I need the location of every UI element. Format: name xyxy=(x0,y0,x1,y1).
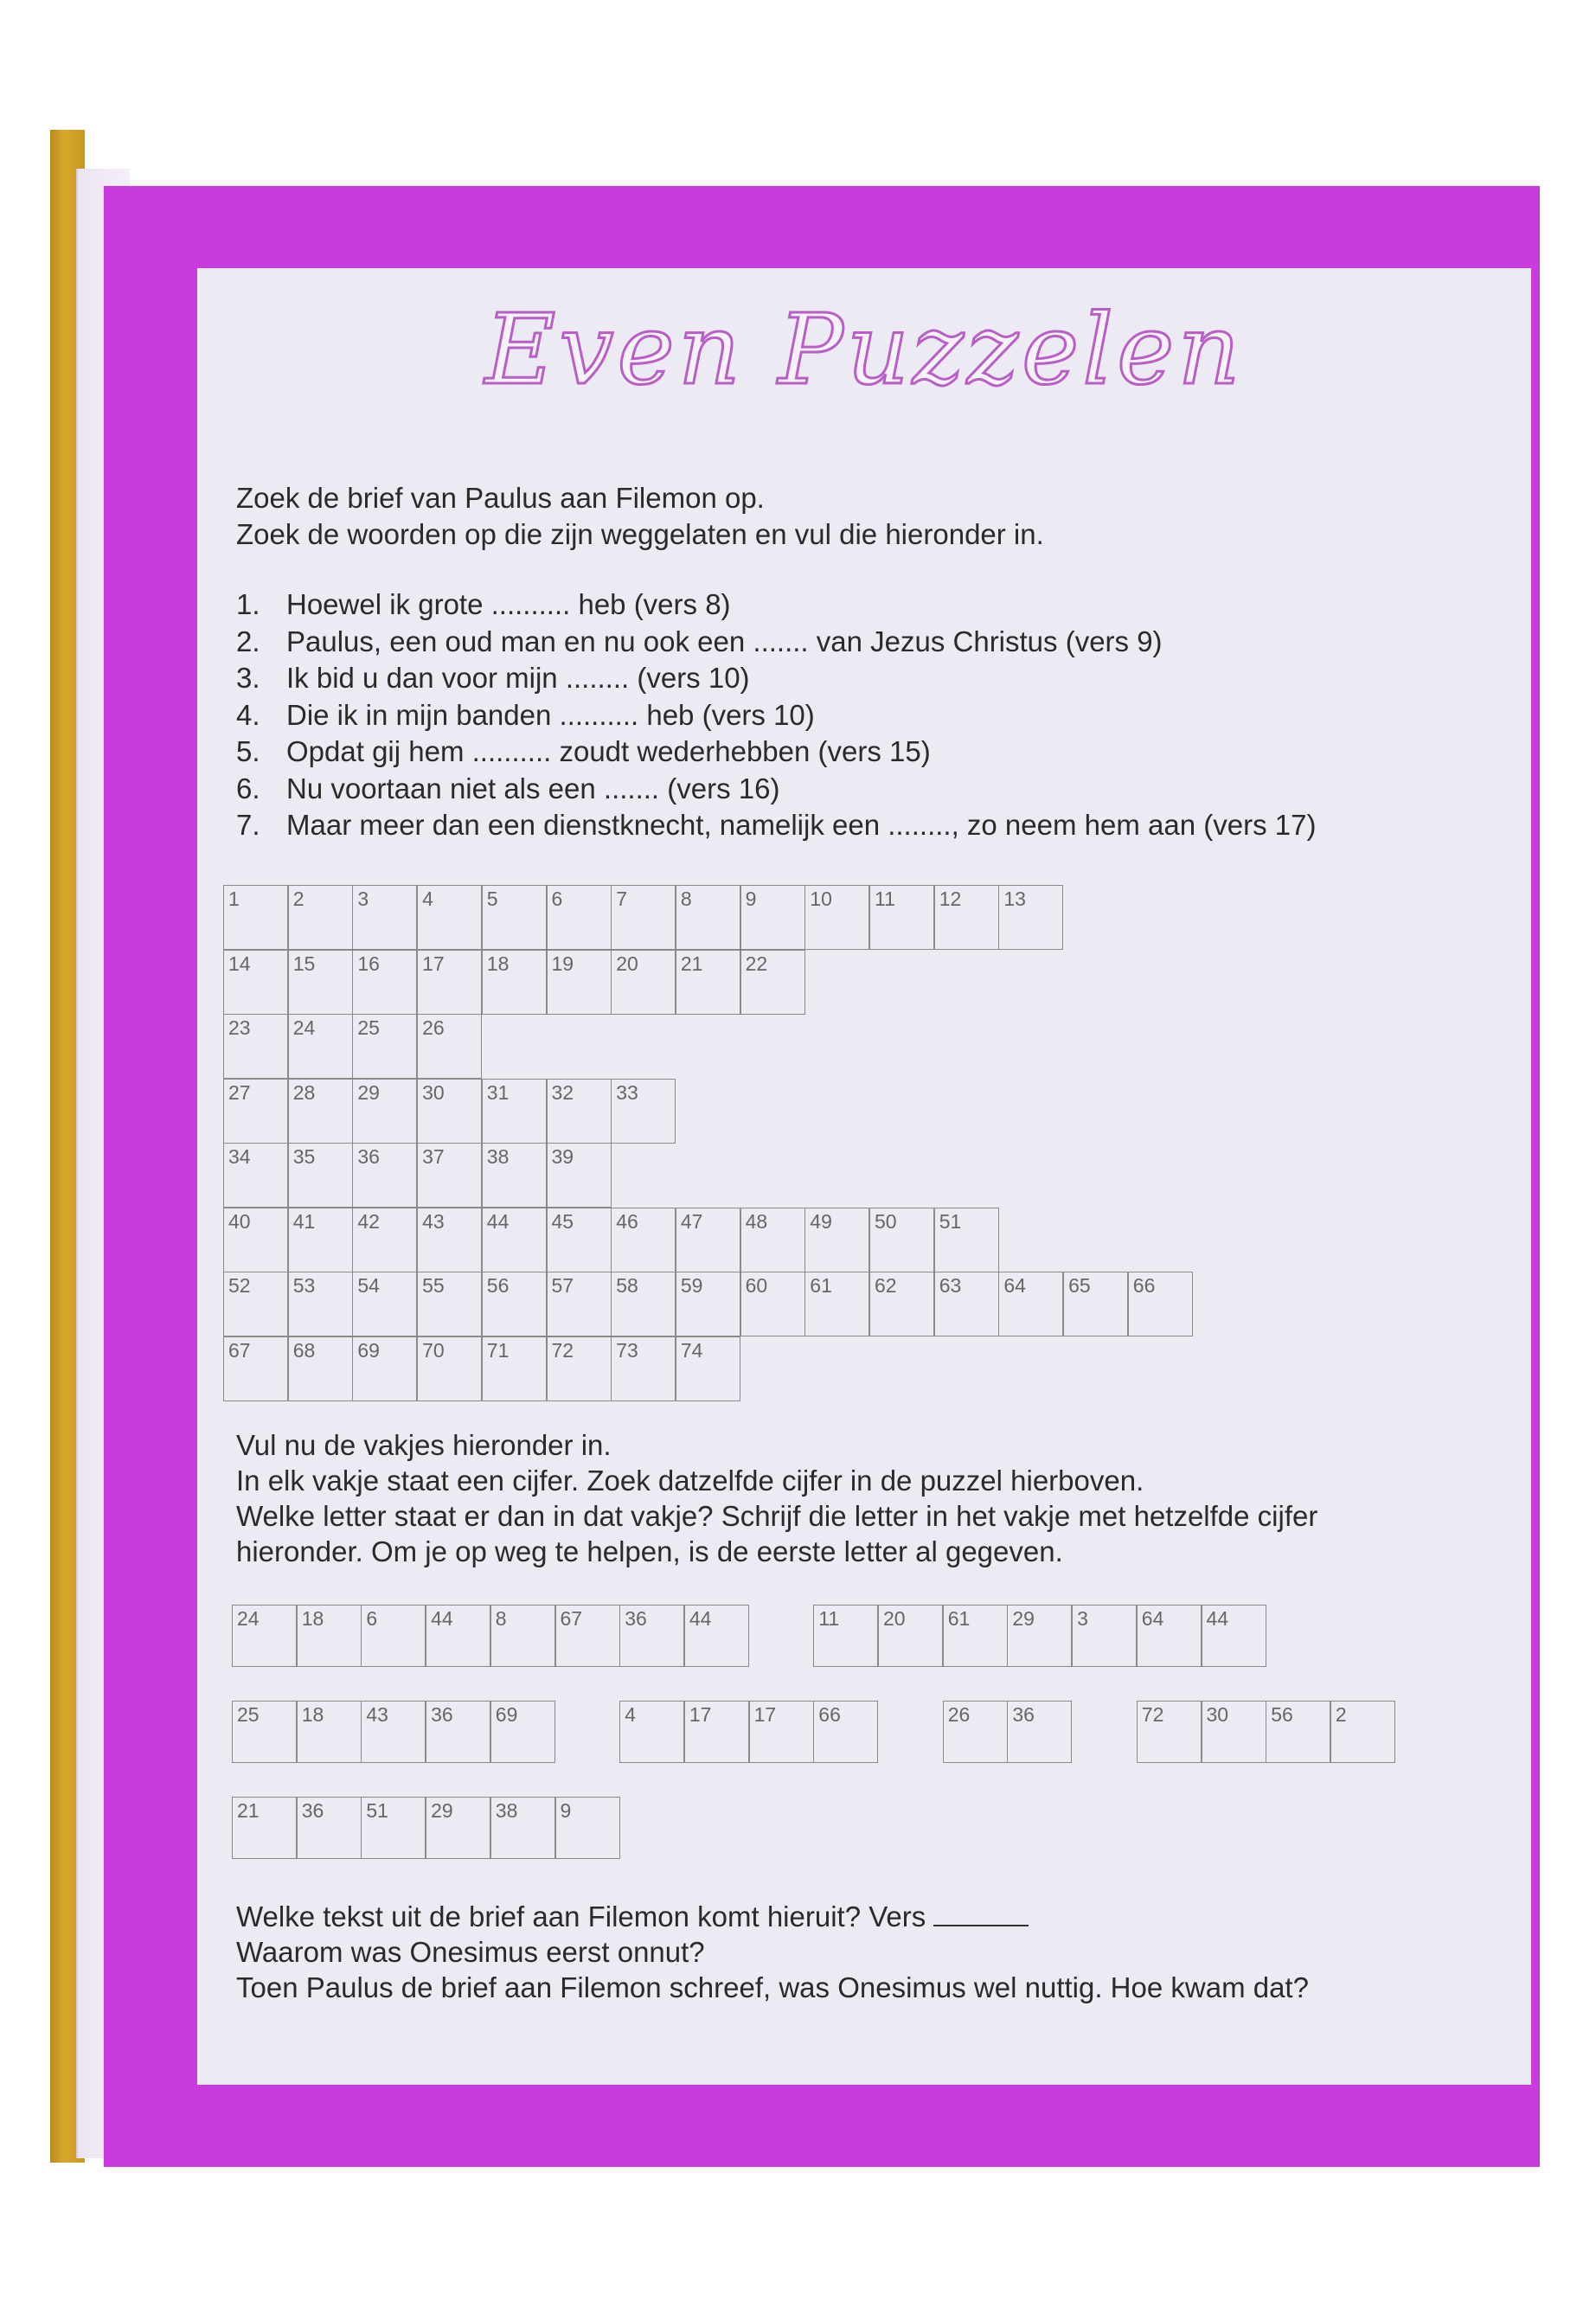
question-item xyxy=(236,586,1316,624)
answer-cell[interactable]: 18 xyxy=(297,1605,362,1667)
puzzle-cell[interactable]: 30 xyxy=(417,1079,482,1144)
answer-cell[interactable]: 8 xyxy=(490,1605,555,1667)
puzzle-cell[interactable]: 29 xyxy=(352,1079,417,1144)
question-text: Die ik in mijn banden .......... heb (vers 10) xyxy=(286,698,815,731)
puzzle-cell[interactable]: 27 xyxy=(223,1079,288,1144)
puzzle-cell[interactable]: 8 xyxy=(676,885,740,950)
puzzle-cell[interactable]: 73 xyxy=(611,1336,676,1401)
closing-line: Waarom was Onesimus eerst onnut? xyxy=(236,1936,705,1968)
puzzle-cell[interactable]: 61 xyxy=(804,1272,869,1336)
question-text: Maar meer dan een dienstknecht, namelijk een ........, zo neem hem aan (vers 17) xyxy=(286,809,1317,841)
puzzle-cell[interactable]: 67 xyxy=(223,1336,288,1401)
answer-cell[interactable]: 36 xyxy=(426,1701,490,1763)
puzzle-cell[interactable]: 45 xyxy=(547,1208,612,1272)
puzzle-cell[interactable]: 15 xyxy=(288,950,353,1015)
question-item xyxy=(236,624,1316,661)
puzzle-cell[interactable]: 16 xyxy=(352,950,417,1015)
puzzle-cell[interactable]: 2 xyxy=(288,885,353,950)
answer-cell[interactable]: 21 xyxy=(232,1797,297,1859)
question-item xyxy=(236,660,1316,697)
answer-cell[interactable]: 29 xyxy=(426,1797,490,1859)
puzzle-cell[interactable]: 49 xyxy=(804,1208,869,1272)
closing-line xyxy=(236,1899,1309,1934)
crossword-grid xyxy=(223,885,1192,1404)
answer-cell[interactable]: 30 xyxy=(1202,1701,1266,1763)
puzzle-cell[interactable]: 43 xyxy=(417,1208,482,1272)
answer-cell[interactable]: 3 xyxy=(1072,1605,1137,1667)
question-text: Opdat gij hem .......... zoudt wederhebben (vers 15) xyxy=(286,735,931,767)
answer-cell[interactable]: 44 xyxy=(1202,1605,1266,1667)
puzzle-cell[interactable]: 56 xyxy=(482,1272,547,1336)
answer-cell[interactable]: 36 xyxy=(619,1605,684,1667)
question-number: 7. xyxy=(236,809,260,841)
answer-cell[interactable]: 29 xyxy=(1007,1605,1072,1667)
puzzle-cell[interactable]: 13 xyxy=(998,885,1063,950)
puzzle-cell[interactable]: 36 xyxy=(352,1143,417,1208)
puzzle-cell[interactable]: 14 xyxy=(223,950,288,1015)
puzzle-cell[interactable]: 33 xyxy=(611,1079,676,1144)
answer-cell[interactable]: 4 xyxy=(619,1701,684,1763)
puzzle-cell[interactable]: 41 xyxy=(288,1208,353,1272)
question-text: Nu voortaan niet als een ....... (vers 16) xyxy=(286,772,780,804)
puzzle-cell[interactable]: 40 xyxy=(223,1208,288,1272)
puzzle-cell[interactable]: 1 xyxy=(223,885,288,950)
puzzle-cell[interactable]: 19 xyxy=(547,950,612,1015)
puzzle-cell[interactable]: 7 xyxy=(611,885,676,950)
closing-line: Toen Paulus de brief aan Filemon schreef, was Onesimus wel nuttig. Hoe kwam dat? xyxy=(236,1971,1309,2003)
puzzle-cell[interactable]: 58 xyxy=(611,1272,676,1336)
answer-cell[interactable]: 43 xyxy=(361,1701,426,1763)
question-item xyxy=(236,734,1316,771)
answer-cell[interactable]: 72 xyxy=(1137,1701,1202,1763)
answer-cell[interactable]: 9 xyxy=(555,1797,620,1859)
question-number: 5. xyxy=(236,735,260,767)
worksheet-title: Even Puzzelen xyxy=(484,294,1244,407)
answer-cell[interactable]: 20 xyxy=(878,1605,943,1667)
puzzle-cell[interactable]: 65 xyxy=(1063,1272,1128,1336)
answer-cell[interactable]: 61 xyxy=(943,1605,1008,1667)
question-text: Ik bid u dan voor mijn ........ (vers 10) xyxy=(286,662,750,694)
puzzle-cell[interactable]: 4 xyxy=(417,885,482,950)
answer-cell[interactable]: 17 xyxy=(749,1701,814,1763)
puzzle-cell[interactable]: 55 xyxy=(417,1272,482,1336)
answer-cell[interactable]: 26 xyxy=(943,1701,1008,1763)
answer-cell[interactable]: 38 xyxy=(490,1797,555,1859)
intro-line: Zoek de brief van Paulus aan Filemon op. xyxy=(236,482,765,514)
puzzle-cell[interactable]: 53 xyxy=(288,1272,353,1336)
puzzle-cell[interactable]: 31 xyxy=(482,1079,547,1144)
puzzle-cell[interactable]: 50 xyxy=(869,1208,934,1272)
instruction-line: Welke letter staat er dan in dat vakje? Schrijf die letter in het vakje met hetzelfde cijfer xyxy=(236,1500,1318,1532)
question-item xyxy=(236,697,1316,734)
puzzle-cell[interactable]: 39 xyxy=(547,1143,612,1208)
puzzle-cell[interactable]: 66 xyxy=(1128,1272,1193,1336)
verse-blank[interactable] xyxy=(933,1900,1029,1926)
answer-cell[interactable]: 64 xyxy=(1137,1605,1202,1667)
puzzle-cell[interactable]: 9 xyxy=(740,885,805,950)
instruction-line: hieronder. Om je op weg te helpen, is de eerste letter al gegeven. xyxy=(236,1535,1063,1567)
puzzle-cell[interactable]: 44 xyxy=(482,1208,547,1272)
puzzle-cell[interactable]: 63 xyxy=(934,1272,999,1336)
intro-text xyxy=(236,480,1044,553)
puzzle-cell[interactable]: 18 xyxy=(482,950,547,1015)
puzzle-cell[interactable]: 72 xyxy=(547,1336,612,1401)
puzzle-cell[interactable]: 10 xyxy=(804,885,869,950)
puzzle-cell[interactable]: 32 xyxy=(547,1079,612,1144)
puzzle-cell[interactable]: 34 xyxy=(223,1143,288,1208)
puzzle-cell[interactable]: 59 xyxy=(676,1272,740,1336)
answer-cell[interactable]: 25 xyxy=(232,1701,297,1763)
answer-cell[interactable]: 66 xyxy=(813,1701,878,1763)
puzzle-cell[interactable]: 12 xyxy=(934,885,999,950)
puzzle-cell[interactable]: 70 xyxy=(417,1336,482,1401)
puzzle-cell[interactable]: 46 xyxy=(611,1208,676,1272)
question-list xyxy=(236,586,1316,844)
question-number: 2. xyxy=(236,625,260,657)
puzzle-cell[interactable]: 20 xyxy=(611,950,676,1015)
puzzle-cell[interactable]: 26 xyxy=(417,1014,482,1079)
answer-cell[interactable]: 24 xyxy=(232,1605,297,1667)
puzzle-cell[interactable]: 54 xyxy=(352,1272,417,1336)
puzzle-cell[interactable]: 52 xyxy=(223,1272,288,1336)
puzzle-cell[interactable]: 25 xyxy=(352,1014,417,1079)
puzzle-cell[interactable]: 42 xyxy=(352,1208,417,1272)
puzzle-cell[interactable]: 22 xyxy=(740,950,805,1015)
closing-questions xyxy=(236,1899,1309,2005)
puzzle-cell[interactable]: 47 xyxy=(676,1208,740,1272)
puzzle-cell[interactable]: 51 xyxy=(934,1208,999,1272)
puzzle-cell[interactable]: 69 xyxy=(352,1336,417,1401)
answer-grid xyxy=(232,1605,1529,1890)
puzzle-cell[interactable]: 3 xyxy=(352,885,417,950)
instruction-line: In elk vakje staat een cijfer. Zoek datzelfde cijfer in de puzzel hierboven. xyxy=(236,1465,1144,1497)
puzzle-cell[interactable]: 11 xyxy=(869,885,934,950)
answer-cell[interactable]: 36 xyxy=(297,1797,362,1859)
puzzle-cell[interactable]: 62 xyxy=(869,1272,934,1336)
question-number: 3. xyxy=(236,662,260,694)
puzzle-cell[interactable]: 71 xyxy=(482,1336,547,1401)
question-text: Hoewel ik grote .......... heb (vers 8) xyxy=(286,588,731,620)
puzzle-cell[interactable]: 38 xyxy=(482,1143,547,1208)
verse-question: Welke tekst uit de brief aan Filemon komt hieruit? Vers xyxy=(236,1900,926,1932)
instructions xyxy=(236,1427,1317,1569)
puzzle-cell[interactable]: 23 xyxy=(223,1014,288,1079)
answer-cell[interactable]: 44 xyxy=(426,1605,490,1667)
answer-cell[interactable]: 2 xyxy=(1330,1701,1395,1763)
puzzle-cell[interactable]: 24 xyxy=(288,1014,353,1079)
intro-line: Zoek de woorden op die zijn weggelaten en vul die hieronder in. xyxy=(236,518,1044,550)
question-item xyxy=(236,771,1316,808)
puzzle-cell[interactable]: 6 xyxy=(547,885,612,950)
puzzle-cell[interactable]: 74 xyxy=(676,1336,740,1401)
puzzle-cell[interactable]: 17 xyxy=(417,950,482,1015)
worksheet xyxy=(197,268,1531,2085)
answer-cell[interactable]: 56 xyxy=(1266,1701,1330,1763)
instruction-line: Vul nu de vakjes hieronder in. xyxy=(236,1429,612,1461)
question-number: 4. xyxy=(236,698,260,731)
question-item xyxy=(236,807,1316,844)
puzzle-cell[interactable]: 48 xyxy=(740,1208,805,1272)
question-number: 1. xyxy=(236,588,260,620)
answer-cell[interactable]: 17 xyxy=(684,1701,749,1763)
question-text: Paulus, een oud man en nu ook een ....... van Jezus Christus (vers 9) xyxy=(286,625,1163,657)
question-number: 6. xyxy=(236,772,260,804)
answer-cell[interactable]: 67 xyxy=(555,1605,620,1667)
answer-cell[interactable]: 44 xyxy=(684,1605,749,1667)
answer-cell[interactable]: 51 xyxy=(361,1797,426,1859)
answer-cell[interactable]: 69 xyxy=(490,1701,555,1763)
puzzle-cell[interactable]: 21 xyxy=(676,950,740,1015)
puzzle-cell[interactable]: 5 xyxy=(482,885,547,950)
puzzle-cell[interactable]: 35 xyxy=(288,1143,353,1208)
puzzle-cell[interactable]: 64 xyxy=(998,1272,1063,1336)
answer-cell[interactable]: 6 xyxy=(361,1605,426,1667)
answer-cell[interactable]: 11 xyxy=(813,1605,878,1667)
answer-cell[interactable]: 36 xyxy=(1007,1701,1072,1763)
puzzle-cell[interactable]: 60 xyxy=(740,1272,805,1336)
puzzle-cell[interactable]: 68 xyxy=(288,1336,353,1401)
answer-cell[interactable]: 18 xyxy=(297,1701,362,1763)
puzzle-cell[interactable]: 37 xyxy=(417,1143,482,1208)
puzzle-cell[interactable]: 28 xyxy=(288,1079,353,1144)
puzzle-cell[interactable]: 57 xyxy=(547,1272,612,1336)
